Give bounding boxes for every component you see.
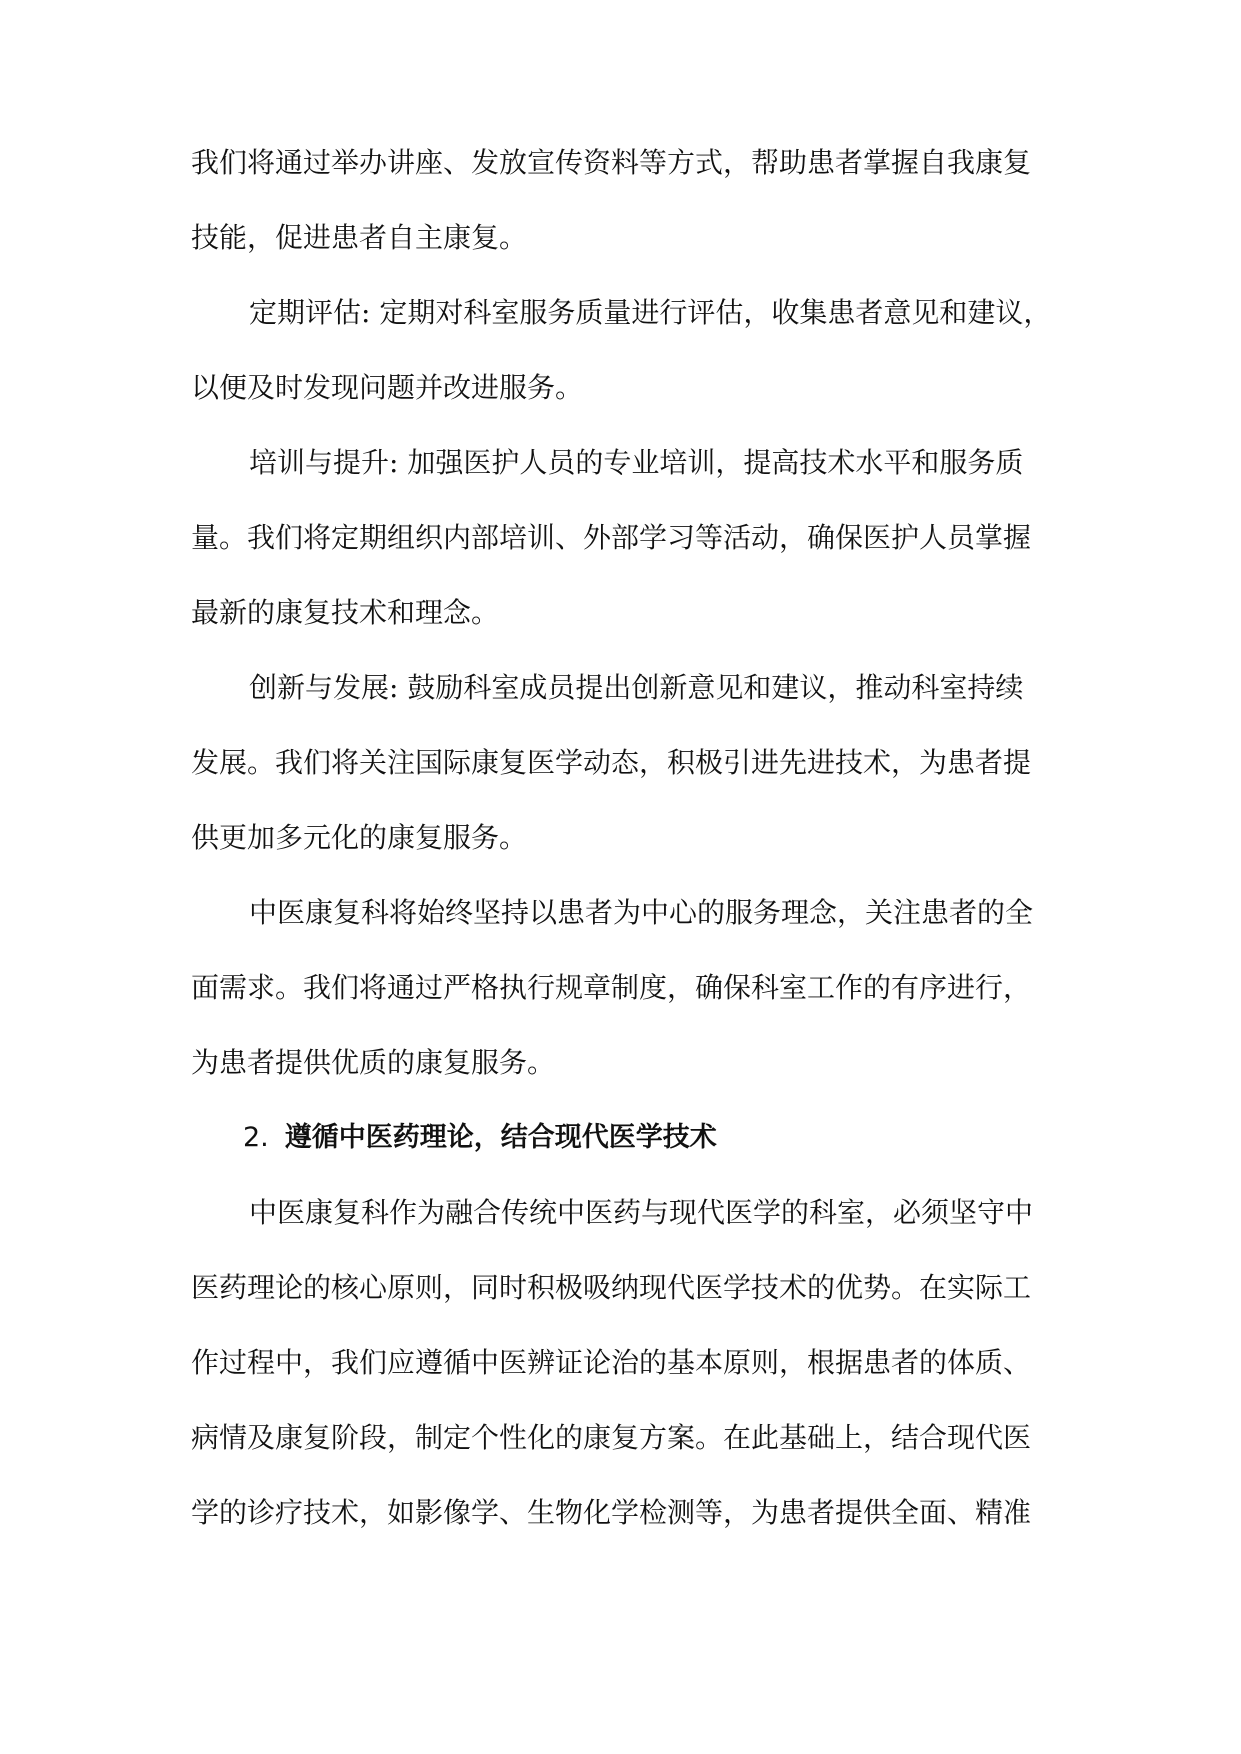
- text-line: 中医康复科将始终坚持以患者为中心的服务理念，关注患者的全: [249, 896, 1034, 929]
- text-line: 定期评估: 定期对科室服务质量进行评估，收集患者意见和建议，: [249, 296, 1052, 329]
- paragraph-tcm-theory: [191, 1194, 1061, 1532]
- text-line: 为患者提供优质的康复服务。: [191, 1046, 556, 1079]
- text-line: 面需求。我们将通过严格执行规章制度，确保科室工作的有序进行，: [191, 971, 1032, 1004]
- paragraph-innovation: [191, 669, 1061, 857]
- document-body: [191, 144, 1061, 1569]
- text-line: 最新的康复技术和理念。: [191, 596, 500, 629]
- text-line: 培训与提升: 加强医护人员的专业培训，提高技术水平和服务质: [249, 446, 1024, 479]
- text-line: 我们将通过举办讲座、发放宣传资料等方式，帮助患者掌握自我康复: [191, 146, 1032, 179]
- section-title: 遵循中医药理论，结合现代医学技术: [284, 1122, 717, 1153]
- section-heading: [191, 1119, 1061, 1157]
- text-line: 以便及时发现问题并改进服务。: [191, 371, 584, 404]
- text-line: 创新与发展: 鼓励科室成员提出创新意见和建议，推动科室持续: [249, 671, 1024, 704]
- paragraph-training: [191, 444, 1061, 632]
- text-line: 作过程中，我们应遵循中医辨证论治的基本原则，根据患者的体质、: [191, 1346, 1032, 1379]
- text-line: 病情及康复阶段，制定个性化的康复方案。在此基础上，结合现代医: [191, 1421, 1032, 1454]
- text-line: 量。我们将定期组织内部培训、外部学习等活动，确保医护人员掌握: [191, 521, 1032, 554]
- text-line: 中医康复科作为融合传统中医药与现代医学的科室，必须坚守中: [249, 1196, 1034, 1229]
- text-line: 学的诊疗技术，如影像学、生物化学检测等，为患者提供全面、精准: [191, 1496, 1032, 1529]
- paragraph-self-rehab: [191, 144, 1061, 257]
- section-number: 2.: [243, 1122, 269, 1153]
- paragraph-summary: [191, 894, 1061, 1082]
- text-line: 技能，促进患者自主康复。: [191, 221, 528, 254]
- text-line: 供更加多元化的康复服务。: [191, 821, 528, 854]
- paragraph-regular-evaluation: [191, 294, 1061, 407]
- text-line: 发展。我们将关注国际康复医学动态，积极引进先进技术，为患者提: [191, 746, 1032, 779]
- text-line: 医药理论的核心原则，同时积极吸纳现代医学技术的优势。在实际工: [191, 1271, 1032, 1304]
